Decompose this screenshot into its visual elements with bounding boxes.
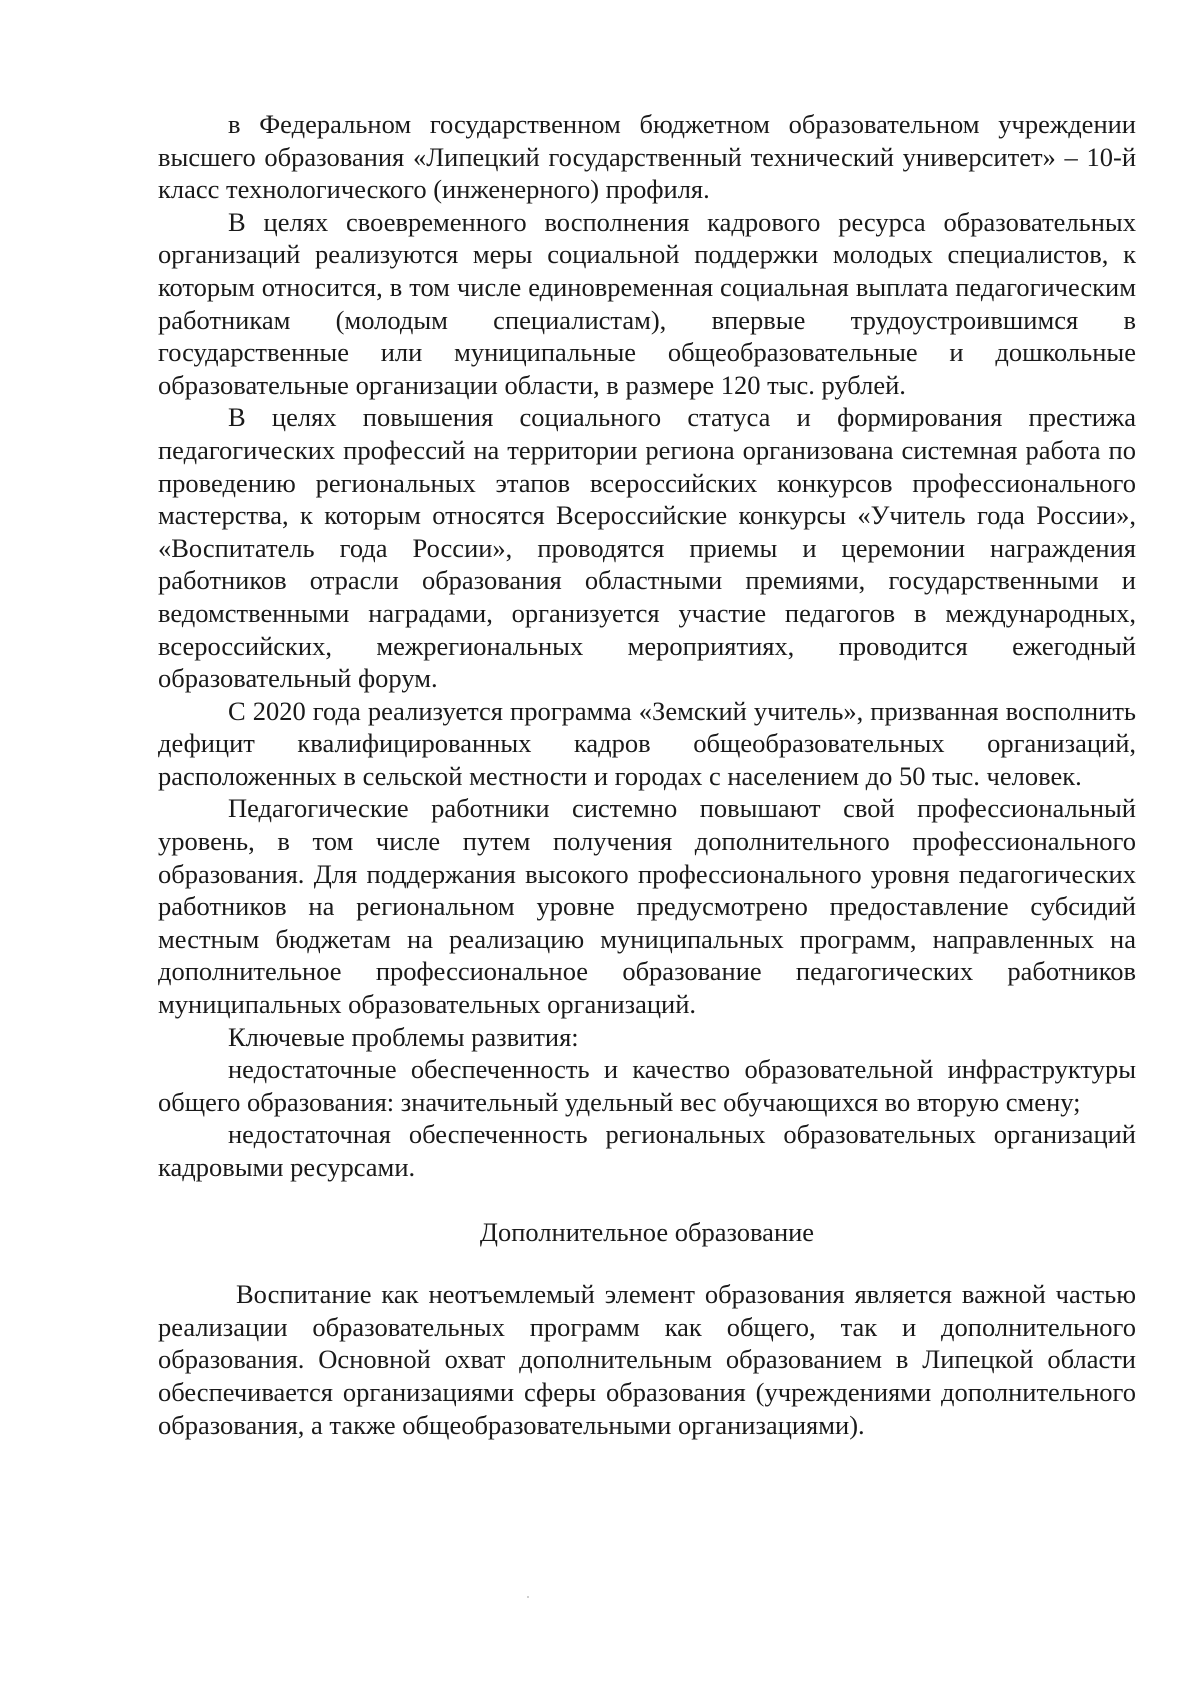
paragraph-professional-development: Педагогические работники системно повышают свой профессиональный уровень, в том числе путем получения дополнительного профессионального образования. Для поддержания высокого профессионального уровня педагогических работников на региональном уровне предусмотрено предоставление субсидий местным бюджетам на реализацию муниципальных программ, направленных на дополнительное профессиональное образование педагогических работников муниципальных образовательных организаций. (158, 793, 1136, 1020)
paragraph-key-problems: Ключевые проблемы развития: (228, 1021, 579, 1052)
problem-item-infrastructure: недостаточные обеспеченность и качество образовательной инфраструктуры общего образования: значительный удельный вес обучающихся во вторую смену; (158, 1054, 1136, 1117)
paragraph-university-class: в Федеральном государственном бюджетном образовательном учреждении высшего образования «Липецкий государственный технический университет» – 10-й класс технологического (инженерного) профиля. (158, 109, 1136, 205)
document-body (158, 108, 1136, 1441)
scan-speck (527, 1596, 529, 1598)
paragraph-prestige: В целях повышения социального статуса и формирования престижа педагогических профессий на территории региона организована системная работа по проведению региональных этапов всероссийских конкурсов профессионального мастерства, к которым относятся Всероссийские конкурсы «Учитель года России», «Воспитатель года России», проводятся приемы и церемонии награждения работников отрасли образования областными премиями, государственными и ведомственными наградами, организуется участие педагогов в международных, всероссийских, межрегиональных мероприятиях, проводится ежегодный образовательный форум. (158, 402, 1136, 694)
section-heading: Дополнительное образование (479, 1216, 815, 1247)
problem-item-staffing: недостаточная обеспеченность региональных образовательных организаций кадровыми ресурсами. (158, 1119, 1136, 1182)
paragraph-upbringing: Воспитание как неотъемлемый элемент образования является важной частью реализации образовательных программ как общего, так и дополнительного образования. Основной охват дополнительным образованием в Липецкой области обеспечивается организациями сферы образования (учреждениями дополнительного образования, а также общеобразовательными организациями). (158, 1279, 1136, 1440)
paragraph-zemsky-teacher: С 2020 года реализуется программа «Земский учитель», призванная восполнить дефицит квалифицированных кадров общеобразовательных организаций, расположенных в сельской местности и городах с населением до 50 тыс. человек. (158, 695, 1136, 791)
paragraph-social-support: В целях своевременного восполнения кадрового ресурса образовательных организаций реализуются меры социальной поддержки молодых специалистов, к которым относится, в том числе единовременная социальная выплата педагогическим работникам (молодым специалистам), впервые трудоустроившимся в государственные или муниципальные общеобразовательные и дошкольные образовательные организации области, в размере 120 тыс. рублей. (158, 206, 1136, 400)
